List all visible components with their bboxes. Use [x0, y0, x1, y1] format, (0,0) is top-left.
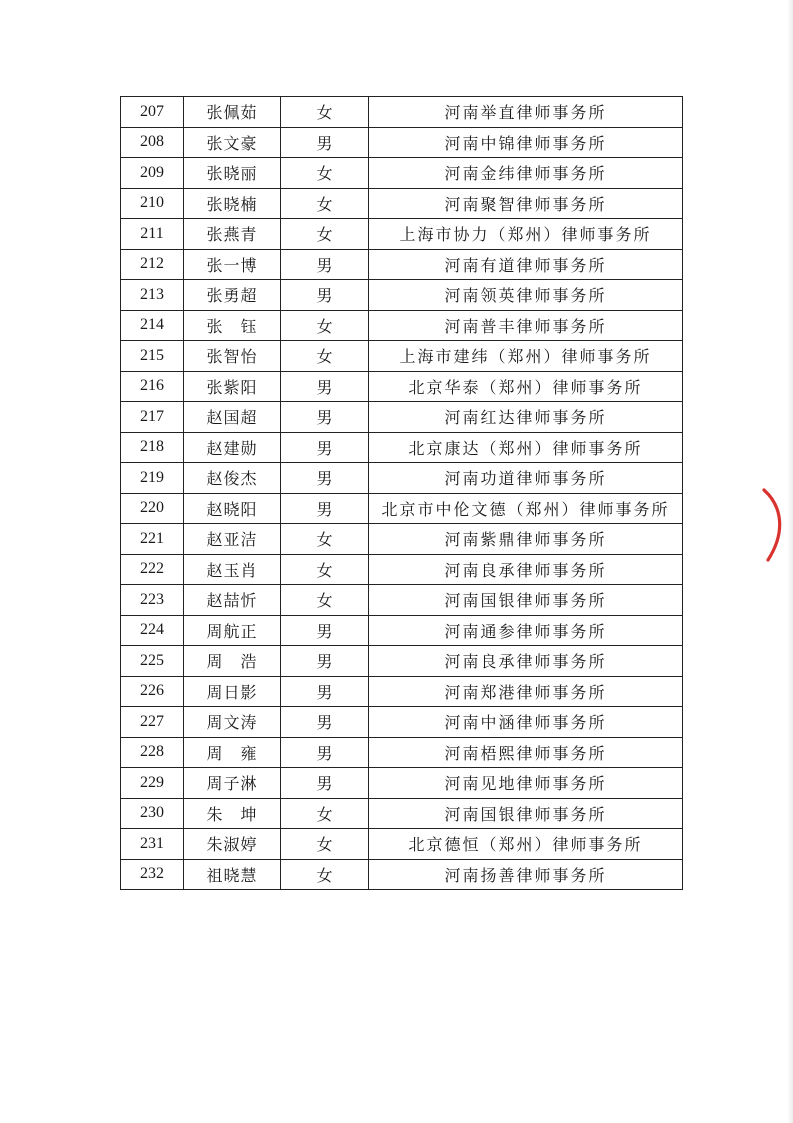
gender-cell: 女 [281, 97, 369, 128]
law-firm-cell: 河南国银律师事务所 [369, 585, 683, 616]
row-number-cell: 227 [121, 707, 184, 738]
law-firm-cell: 河南国银律师事务所 [369, 798, 683, 829]
red-seal-edge-mark [760, 488, 790, 562]
gender-cell: 女 [281, 524, 369, 555]
lawyer-name-cell: 周文涛 [184, 707, 281, 738]
row-number-cell: 229 [121, 768, 184, 799]
law-firm-cell: 河南通参律师事务所 [369, 615, 683, 646]
row-number-cell: 223 [121, 585, 184, 616]
law-firm-cell: 上海市建纬（郑州）律师事务所 [369, 341, 683, 372]
gender-cell: 男 [281, 707, 369, 738]
law-firm-cell: 河南紫鼎律师事务所 [369, 524, 683, 555]
table-row [121, 371, 683, 402]
gender-cell: 男 [281, 676, 369, 707]
lawyer-name-cell: 张智怡 [184, 341, 281, 372]
table-row [121, 859, 683, 890]
gender-cell: 男 [281, 280, 369, 311]
lawyer-roster-table [120, 96, 683, 890]
row-number-cell: 219 [121, 463, 184, 494]
table-row [121, 737, 683, 768]
row-number-cell: 217 [121, 402, 184, 433]
lawyer-name-cell: 周子淋 [184, 768, 281, 799]
law-firm-cell: 河南举直律师事务所 [369, 97, 683, 128]
gender-cell: 女 [281, 188, 369, 219]
table-row [121, 402, 683, 433]
table-row [121, 97, 683, 128]
table-row [121, 158, 683, 189]
gender-cell: 女 [281, 310, 369, 341]
gender-cell: 男 [281, 615, 369, 646]
table-row [121, 341, 683, 372]
gender-cell: 女 [281, 859, 369, 890]
lawyer-name-cell: 赵亚洁 [184, 524, 281, 555]
row-number-cell: 232 [121, 859, 184, 890]
row-number-cell: 220 [121, 493, 184, 524]
gender-cell: 男 [281, 737, 369, 768]
law-firm-cell: 河南扬善律师事务所 [369, 859, 683, 890]
lawyer-name-cell: 朱淑婷 [184, 829, 281, 860]
law-firm-cell: 河南金纬律师事务所 [369, 158, 683, 189]
law-firm-cell: 河南见地律师事务所 [369, 768, 683, 799]
row-number-cell: 207 [121, 97, 184, 128]
gender-cell: 女 [281, 219, 369, 250]
law-firm-cell: 河南聚智律师事务所 [369, 188, 683, 219]
row-number-cell: 210 [121, 188, 184, 219]
law-firm-cell: 河南有道律师事务所 [369, 249, 683, 280]
lawyer-name-cell: 赵国超 [184, 402, 281, 433]
lawyer-name-cell: 周日影 [184, 676, 281, 707]
law-firm-cell: 河南功道律师事务所 [369, 463, 683, 494]
law-firm-cell: 河南梧熙律师事务所 [369, 737, 683, 768]
lawyer-name-cell: 张 钰 [184, 310, 281, 341]
law-firm-cell: 北京华泰（郑州）律师事务所 [369, 371, 683, 402]
table-row [121, 280, 683, 311]
law-firm-cell: 河南领英律师事务所 [369, 280, 683, 311]
gender-cell: 男 [281, 249, 369, 280]
gender-cell: 女 [281, 158, 369, 189]
law-firm-cell: 河南中锦律师事务所 [369, 127, 683, 158]
lawyer-name-cell: 周 雍 [184, 737, 281, 768]
lawyer-name-cell: 张晓丽 [184, 158, 281, 189]
table-row [121, 707, 683, 738]
row-number-cell: 214 [121, 310, 184, 341]
law-firm-cell: 上海市协力（郑州）律师事务所 [369, 219, 683, 250]
row-number-cell: 228 [121, 737, 184, 768]
gender-cell: 男 [281, 371, 369, 402]
table-row [121, 127, 683, 158]
row-number-cell: 225 [121, 646, 184, 677]
lawyer-name-cell: 赵晓阳 [184, 493, 281, 524]
table-row [121, 829, 683, 860]
gender-cell: 男 [281, 127, 369, 158]
law-firm-cell: 河南普丰律师事务所 [369, 310, 683, 341]
row-number-cell: 213 [121, 280, 184, 311]
table-row [121, 310, 683, 341]
gender-cell: 男 [281, 768, 369, 799]
lawyer-name-cell: 赵俊杰 [184, 463, 281, 494]
law-firm-cell: 河南良承律师事务所 [369, 554, 683, 585]
table-row [121, 463, 683, 494]
gender-cell: 男 [281, 463, 369, 494]
row-number-cell: 208 [121, 127, 184, 158]
lawyer-name-cell: 张勇超 [184, 280, 281, 311]
gender-cell: 男 [281, 432, 369, 463]
gender-cell: 女 [281, 585, 369, 616]
gender-cell: 女 [281, 554, 369, 585]
table-row [121, 493, 683, 524]
lawyer-name-cell: 张一博 [184, 249, 281, 280]
gender-cell: 男 [281, 493, 369, 524]
lawyer-name-cell: 赵玉肖 [184, 554, 281, 585]
lawyer-name-cell: 张佩茹 [184, 97, 281, 128]
gender-cell: 女 [281, 829, 369, 860]
lawyer-name-cell: 张紫阳 [184, 371, 281, 402]
row-number-cell: 222 [121, 554, 184, 585]
lawyer-name-cell: 赵建勋 [184, 432, 281, 463]
lawyer-name-cell: 祖晓慧 [184, 859, 281, 890]
table-row [121, 615, 683, 646]
gender-cell: 女 [281, 798, 369, 829]
law-firm-cell: 河南中涵律师事务所 [369, 707, 683, 738]
lawyer-name-cell: 周 浩 [184, 646, 281, 677]
row-number-cell: 209 [121, 158, 184, 189]
row-number-cell: 211 [121, 219, 184, 250]
row-number-cell: 230 [121, 798, 184, 829]
table-row [121, 676, 683, 707]
table-row [121, 554, 683, 585]
law-firm-cell: 北京市中伦文德（郑州）律师事务所 [369, 493, 683, 524]
law-firm-cell: 河南红达律师事务所 [369, 402, 683, 433]
gender-cell: 男 [281, 402, 369, 433]
row-number-cell: 221 [121, 524, 184, 555]
lawyer-name-cell: 张晓楠 [184, 188, 281, 219]
gender-cell: 女 [281, 341, 369, 372]
table-row [121, 219, 683, 250]
lawyer-name-cell: 张燕青 [184, 219, 281, 250]
table-row [121, 188, 683, 219]
row-number-cell: 224 [121, 615, 184, 646]
lawyer-name-cell: 赵喆忻 [184, 585, 281, 616]
table-row [121, 585, 683, 616]
roster-body [121, 97, 683, 890]
law-firm-cell: 河南良承律师事务所 [369, 646, 683, 677]
table-row [121, 798, 683, 829]
table-row [121, 768, 683, 799]
row-number-cell: 218 [121, 432, 184, 463]
gender-cell: 男 [281, 646, 369, 677]
row-number-cell: 231 [121, 829, 184, 860]
lawyer-name-cell: 张文豪 [184, 127, 281, 158]
law-firm-cell: 河南郑港律师事务所 [369, 676, 683, 707]
row-number-cell: 226 [121, 676, 184, 707]
row-number-cell: 215 [121, 341, 184, 372]
lawyer-name-cell: 周航正 [184, 615, 281, 646]
law-firm-cell: 北京德恒（郑州）律师事务所 [369, 829, 683, 860]
row-number-cell: 216 [121, 371, 184, 402]
table-row [121, 432, 683, 463]
lawyer-name-cell: 朱 坤 [184, 798, 281, 829]
row-number-cell: 212 [121, 249, 184, 280]
table-row [121, 646, 683, 677]
table-row [121, 249, 683, 280]
law-firm-cell: 北京康达（郑州）律师事务所 [369, 432, 683, 463]
table-row [121, 524, 683, 555]
